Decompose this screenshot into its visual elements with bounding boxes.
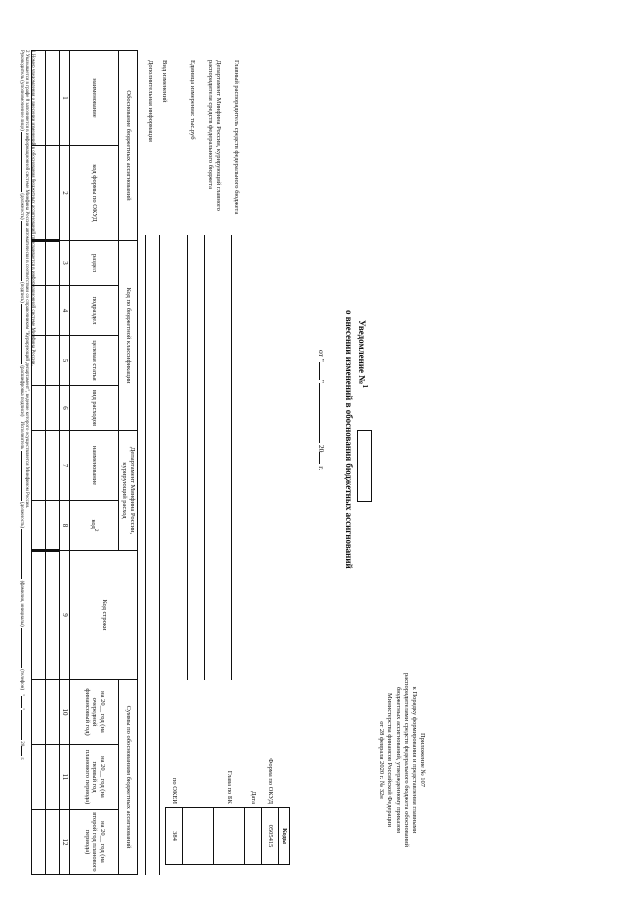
codes-label-glava: Глава по БК [226, 770, 234, 804]
appendix-line-4: Министерства финансов Российской Федерации [386, 692, 394, 827]
appendix-number: Приложение № 107 [419, 732, 426, 788]
col-number: 11 [60, 745, 70, 810]
th-sum-1: на 20__ год (на очередной финансовый год) [70, 680, 119, 745]
field-additional-info: Дополнительная информация [147, 60, 154, 142]
col-number: 6 [60, 386, 70, 431]
codes-value-empty[interactable] [183, 808, 214, 865]
appendix-line-1: к Порядку формирования и представления главными [410, 686, 418, 834]
table-cell[interactable] [46, 680, 60, 745]
col-number: 3 [60, 241, 70, 286]
notice-footnote-mark: 1 [361, 384, 370, 389]
field-change-type-line[interactable] [159, 235, 160, 875]
appendix-line-3: бюджетных ассигнований, утвержденному приказом [394, 686, 402, 833]
table-cell[interactable] [46, 810, 60, 875]
notice-date: от "" 20 г. [317, 350, 326, 471]
col-number: 10 [60, 680, 70, 745]
th-dept-name: наименование [70, 431, 119, 501]
main-table [31, 50, 138, 875]
notice-prefix: Уведомление № [357, 320, 367, 385]
th-line-code: Код строки [70, 551, 138, 680]
codes-label-okud: Форма по ОКУД [267, 758, 275, 804]
codes-label-okei: по ОКЕИ [171, 777, 179, 804]
col-number: 7 [60, 431, 70, 501]
appendix-header [377, 640, 426, 880]
th-vid: вид расходов [70, 386, 119, 431]
executor-position-line[interactable] [21, 451, 22, 501]
codes-label-date: Дата [250, 791, 258, 804]
th-dept-code: код$^2$ [70, 501, 119, 551]
table-cell[interactable] [46, 51, 60, 146]
table-number-row [60, 51, 70, 875]
table-cell[interactable] [32, 551, 46, 680]
table-cell[interactable] [46, 386, 60, 431]
codes-label-empty [183, 755, 214, 808]
signature-position-line[interactable] [21, 132, 22, 192]
codes-value-date[interactable] [245, 808, 262, 865]
col-number: 12 [60, 810, 70, 875]
field-unit: Единица измерения: тыс.руб [189, 60, 196, 140]
signature-decoding-line[interactable] [21, 304, 22, 364]
executor-phone-line[interactable] [21, 628, 22, 668]
table-cell[interactable] [46, 146, 60, 241]
table-cell[interactable] [32, 680, 46, 745]
rotated-form [10, 20, 430, 885]
notice-subtitle: о внесении изменений в обоснования бюджетных ассигнований [344, 310, 354, 569]
field-change-type: Вид изменений [161, 60, 168, 103]
field-additional-info-line[interactable] [145, 235, 146, 875]
appendix-line-2: распорядителями средств федерального бюджета обоснований [402, 672, 410, 848]
signature-head-label: Руководитель (уполномоченное лицо) [19, 50, 24, 131]
field-department: Департамент Минфина России, курирующий главного распорядителя средств федерального бюджета [206, 60, 222, 211]
th-bk-group: Код по бюджетной классификации [119, 241, 138, 431]
th-sum-2: на 20__ год (на первый год планового периода) [70, 745, 119, 810]
codes-value-glava[interactable] [214, 808, 245, 865]
table-cell[interactable] [46, 336, 60, 386]
table-cell[interactable] [46, 501, 60, 551]
footnote-1: 1 Номер уведомления о внесении изменений в обоснования бюджетных ассигнований присваивается в информационной системе Минфина России. [30, 50, 35, 366]
field-unit-line [187, 235, 188, 680]
th-podrazdel: подраздел [70, 286, 119, 336]
col-number: 2 [60, 146, 70, 241]
codes-value-okud: 0505415 [262, 808, 279, 865]
table-row [46, 51, 60, 875]
col-number: 9 [60, 551, 70, 680]
notice-number-field[interactable] [357, 430, 372, 502]
codes-header: Коды [279, 808, 290, 865]
codes-table [165, 755, 290, 865]
codes-value-okei: 384 [166, 808, 183, 865]
th-statya: целевая статья [70, 336, 119, 386]
th-okud: код формы по ОКУД [70, 146, 119, 241]
th-justification-group: Обоснование бюджетных ассигнований [119, 51, 138, 241]
field-main-distributor-line[interactable] [231, 235, 232, 680]
signature-block: Руководитель (уполномоченное лицо) (должность) (подпись) (расшифровка подписи) Исполнитель (должность) (фамилия, инициалы) (телефон) "" 20 г. [19, 50, 24, 761]
table-cell[interactable] [46, 551, 60, 680]
field-department-line[interactable] [204, 235, 205, 680]
table-cell[interactable] [32, 810, 46, 875]
table-cell[interactable] [32, 745, 46, 810]
table-cell[interactable] [46, 286, 60, 336]
th-sum-3: на 20__ год (на второй год планового периода) [70, 810, 119, 875]
footnote-2: 2 Указывается в графе 8 заполняется в информационной системе Минфина России автоматически в соответствии со справочником "Курирующий департамент", ведение которого осуществляется Минфином России. [24, 50, 29, 509]
footnotes [23, 50, 35, 530]
th-dept-group: Департамент Минфина России, курирующий расход [119, 431, 138, 551]
col-number: 8 [60, 501, 70, 551]
th-sums-group: Суммы по обоснованиям бюджетных ассигнований [119, 680, 138, 875]
table-cell[interactable] [46, 431, 60, 501]
th-razdel: раздел [70, 241, 119, 286]
th-name: наименование [70, 51, 119, 146]
col-number: 5 [60, 336, 70, 386]
executor-fio-line[interactable] [21, 529, 22, 579]
field-main-distributor: Главный распорядитель средств федерального бюджета [233, 60, 240, 215]
table-cell[interactable] [46, 241, 60, 286]
appendix-line-5: от 28 февраля 2020 г. № 32н [378, 721, 386, 799]
table-cell[interactable] [46, 745, 60, 810]
signature-line[interactable] [21, 221, 22, 281]
col-number: 1 [60, 51, 70, 146]
col-number: 4 [60, 286, 70, 336]
executor-label: Исполнитель [19, 421, 24, 450]
